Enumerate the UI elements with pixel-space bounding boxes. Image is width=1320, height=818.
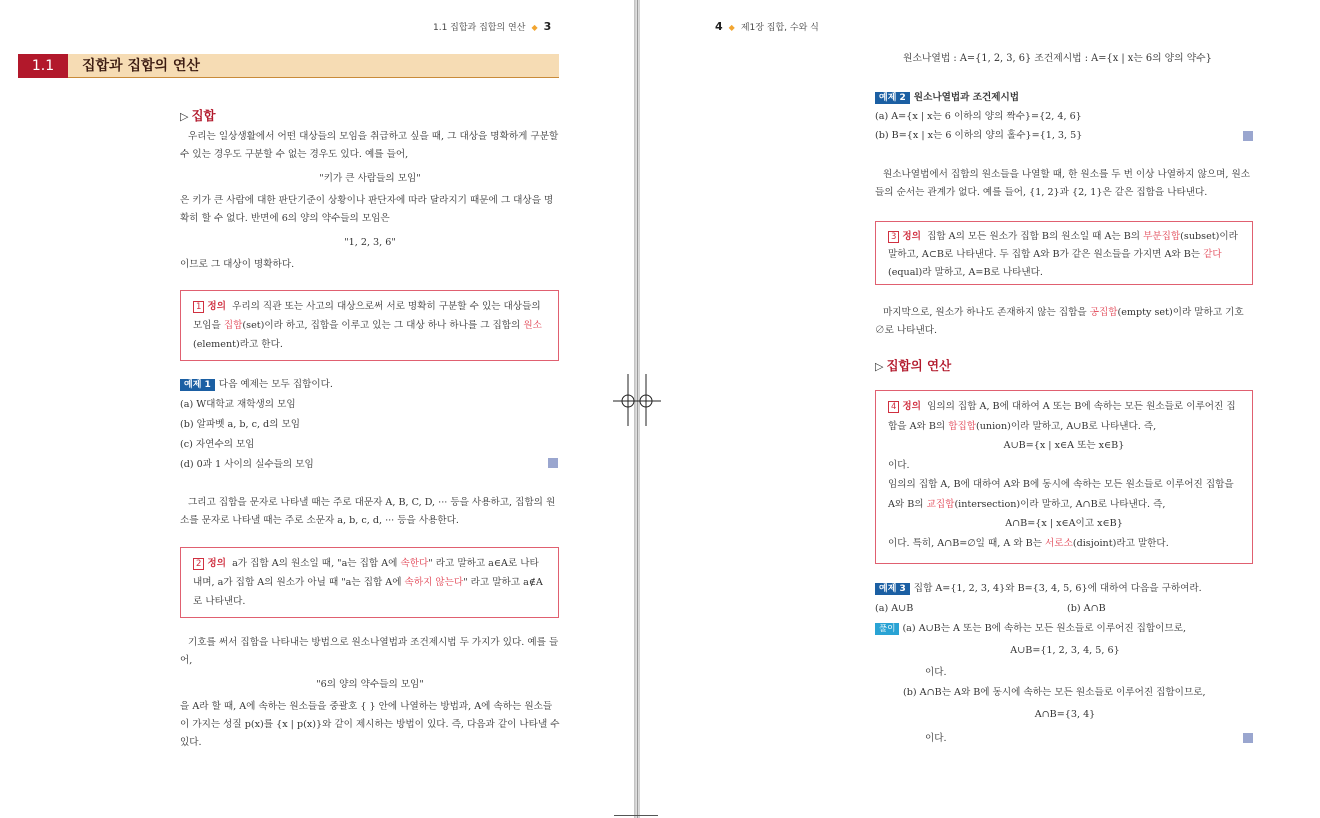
section-title: 집합과 집합의 연산: [82, 58, 200, 74]
running-header-right: [715, 20, 819, 33]
header-chapter-text: 제1장 집합, 수와 식: [740, 23, 819, 33]
definition-label: 정의: [207, 558, 226, 569]
definition-label: 정의: [902, 231, 921, 242]
solution-b: (b) A∩B는 A와 B에 동시에 속하는 모든 원소들로 이루어진 집합이므로,: [903, 687, 1206, 698]
triangle-icon: ▷: [180, 110, 189, 123]
term-highlight: 합집합: [948, 420, 977, 432]
definition-number: 2: [193, 558, 204, 570]
term-highlight: 부분집합: [1143, 231, 1181, 242]
list-item: (b) 알파벳 a, b, c, d의 모임: [180, 419, 301, 430]
example-label: 예제 3: [875, 583, 910, 595]
set-notation-line: 원소나열법 : A={1, 2, 3, 6} 조건제시법 : A={x | x는 6의 양의 약수}: [903, 53, 1212, 64]
paragraph: 은 키가 큰 사람에 대한 판단기준이 상황이나 판단자에 따라 달라지기 때문에 그 대상을 명확히 할 수 없다. 반면에 6의 양의 약수들의 모임은: [180, 195, 554, 224]
term-highlight: 집합: [223, 320, 243, 331]
paragraph: 이므로 그 대상이 명확하다.: [180, 259, 295, 270]
term-highlight: 서로소: [1045, 537, 1073, 549]
section-number: 1.1: [18, 54, 68, 78]
list-item: (a) A={x | x는 6 이하의 양의 짝수}={2, 4, 6}: [875, 111, 1082, 122]
term-highlight: 교집합: [926, 498, 955, 510]
result-intersection: A∩B={3, 4}: [1034, 709, 1096, 720]
solution-a: 풀이 (a) A∪B는 A 또는 B에 속하는 모든 원소들로 이루어진 집합이므로,: [875, 620, 1186, 638]
formula-union: A∪B={x | x∈A 또는 x∈B}: [1003, 440, 1125, 451]
triangle-icon: ▷: [875, 360, 884, 373]
term-highlight: 속한다: [400, 558, 429, 569]
page-number: 4: [715, 20, 723, 33]
definition-box-3: 3 정의 집합 A의 모든 원소가 집합 B의 원소일 때 A는 B의 부분집합(subset)이라 말하고, A⊂B로 나타낸다. 두 집합 A와 B가 같은 원소들을 가지면 A와 B는 같다(equal)라 말하고, A=B로 나타낸다.: [875, 221, 1253, 285]
list-item: (d) 0과 1 사이의 실수들의 모임: [180, 459, 314, 470]
paragraph: 을 A라 할 때, A에 속하는 원소들을 중괄호 { } 안에 나열하는 방법과, A에 속하는 원소들이 가지는 성질 p(x)를 {x | p(x)}와 같이 제시하는 방법이 있다. 즉, 다음과 같이 나타낼 수 있다.: [180, 701, 560, 748]
question-a: (a) A∪B: [875, 603, 914, 614]
definition-number: 1: [193, 301, 204, 313]
paragraph: 우리는 일상생활에서 어떤 대상들의 모임을 취급하고 싶을 때, 그 대상을 명확하게 구분할 수 있는 경우도 구분할 수 없는 경우도 있다. 예를 들어,: [180, 131, 559, 160]
diamond-icon: ◆: [531, 23, 538, 32]
quote: "키가 큰 사람들의 모임": [319, 173, 421, 184]
definition-box-2: 2 정의 a가 집합 A의 원소일 때, "a는 집합 A에 속한다" 라고 말하고 a∈A로 나타내며, a가 집합 A의 원소가 아닐 때 "a는 집합 A에 속하지 않는다" 라고 말하고 a∉A로 나타낸다.: [180, 547, 559, 618]
end-of-example-icon: [1243, 733, 1253, 743]
page-number: 3: [543, 20, 552, 33]
sentence-end: 이다.: [925, 667, 947, 678]
term-highlight: 원소: [523, 320, 542, 331]
solution-label: 풀이: [875, 623, 899, 635]
definition-number: 4: [888, 401, 899, 413]
paragraph: 마지막으로, 원소가 하나도 존재하지 않는 집합을 공집합(empty set)이라 말하고 기호 ∅로 나타낸다.: [875, 307, 1244, 336]
end-of-example-icon: [548, 458, 558, 468]
end-of-example-icon: [1243, 131, 1253, 141]
example-label: 예제 2: [875, 92, 910, 104]
sentence-end: 이다.: [925, 733, 947, 744]
list-item: (b) B={x | x는 6 이하의 양의 홀수}={1, 3, 5}: [875, 130, 1083, 141]
paragraph: 원소나열법에서 집합의 원소들을 나열할 때, 한 원소를 두 번 이상 나열하지 않으며, 원소들의 순서는 관계가 없다. 예를 들어, {1, 2}과 {2, 1}은 같은 집합을 나타낸다.: [875, 169, 1251, 198]
quote: "1, 2, 3, 6": [344, 237, 396, 248]
heading-set-operations: ▷ 집합의 연산: [875, 358, 952, 373]
running-header-left: [433, 20, 551, 33]
paragraph: 기호를 써서 집합을 나타내는 방법으로 원소나열법과 조건제시법 두 가지가 있다. 예를 들어,: [180, 637, 559, 666]
definition-box-4: 4 정의 임의의 집합 A, B에 대하여 A 또는 B에 속하는 모든 원소들로 이루어진 집합을 A와 B의 합집합(union)이라 말하고, A∪B로 나타낸다. 즉, A∪B={x | x∈A 또는 x∈B} 이다. 임의의 집합 A, B에 대하여 A와 B에 동시에 속하는 모든 원소들로 이루어진 집합을 A와 B의 교집합(intersection)이라 말하고, A∩B로 나타낸다. 즉, A∩B={x | x∈A이고 x∈B} 이다. 특히, A∩B=∅일 때, A 와 B는 서로소(disjoint)라고 말한다.: [875, 390, 1253, 564]
header-chapter-text: 1.1 집합과 집합의 연산: [433, 23, 526, 33]
example-2-heading: 예제 2 원소나열법과 조건제시법: [875, 89, 1019, 107]
definition-label: 정의: [902, 401, 921, 412]
definition-box-1: 1 정의 우리의 직관 또는 사고의 대상으로써 서로 명확히 구분할 수 있는 대상들의 모임을 집합(set)이라 하고, 집합을 이루고 있는 그 대상 하나 하나를 그 집합의 원소(element)라고 한다.: [180, 290, 559, 361]
list-item: (c) 자연수의 모임: [180, 439, 255, 450]
result-union: A∪B={1, 2, 3, 4, 5, 6}: [1010, 645, 1120, 656]
formula-intersection: A∩B={x | x∈A이고 x∈B}: [1005, 518, 1123, 529]
question-b: (b) A∩B: [1067, 603, 1106, 614]
definition-label: 정의: [207, 301, 226, 312]
left-page: [0, 0, 634, 818]
diamond-icon: ◆: [728, 23, 735, 32]
list-item: (a) W대학교 재학생의 모임: [180, 399, 296, 410]
example-1-heading: 예제 1 다음 예제는 모두 집합이다.: [180, 376, 333, 394]
paragraph: 그리고 집합을 문자로 나타낼 때는 주로 대문자 A, B, C, D, ··· 등을 사용하고, 집합의 원소를 문자로 나타낼 때는 주로 소문자 a, b, c, d, ··· 등을 사용한다.: [180, 497, 556, 526]
example-3-heading: 예제 3 집합 A={1, 2, 3, 4}와 B={3, 4, 5, 6}에 대하여 다음을 구하여라.: [875, 580, 1202, 598]
right-page: [640, 0, 1320, 818]
term-highlight: 같다: [1203, 249, 1222, 260]
term-highlight: 공집합: [1089, 307, 1118, 318]
definition-number: 3: [888, 231, 899, 243]
heading-sets: ▷ 집합: [180, 108, 216, 123]
quote: "6의 양의 약수들의 모임": [316, 679, 424, 690]
example-label: 예제 1: [180, 379, 215, 391]
section-heading-bar: [18, 54, 559, 78]
term-highlight: 속하지 않는다: [404, 577, 464, 588]
